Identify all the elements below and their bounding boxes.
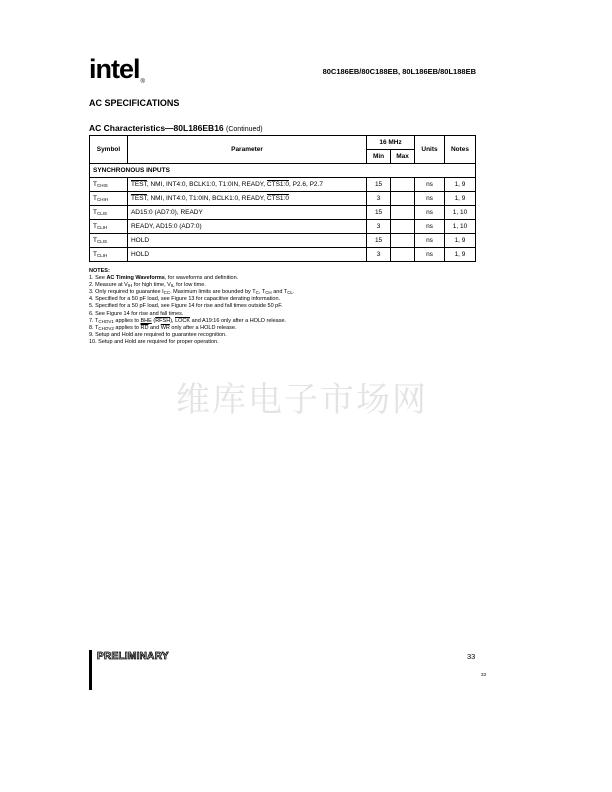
header-speed: 16 MHz (367, 136, 415, 150)
cell-units: ns (415, 248, 445, 262)
note-9: 9. Setup and Hold are required to guarantee recognition. (89, 331, 227, 338)
registered-mark: ® (140, 79, 144, 85)
header-max: Max (391, 150, 415, 164)
note-1: 1. See AC Timing Waveforms, for waveforms and definition. (89, 275, 239, 282)
group-synchronous-inputs: SYNCHRONOUS INPUTS (90, 164, 476, 178)
cell-symbol: $T_{CHIS}$ (90, 178, 128, 192)
note-10: 10. Setup and Hold are required for proper operation. (89, 338, 219, 345)
cell-max (391, 192, 415, 206)
cell-min: 3 (367, 248, 391, 262)
intel-logo (89, 54, 144, 85)
ac-characteristics-table (89, 135, 476, 262)
note-2: 2. Measure at $V_{IH}$ for high time, $V_{IL}$ for low time. (89, 282, 206, 289)
cell-max (391, 220, 415, 234)
note-5: 5. Specified for a 50 pF load, see Figure 14 for rise and fall times outside 50 pF. (89, 303, 283, 310)
note-4: 4. Specified for a 50 pF load, see Figure 13 for capacitive derating information. (89, 296, 281, 303)
cell-parameter: TEST, NMI, INT4:0, T1:0IN, BCLK1:0, READY, CTS1:0 (127, 192, 366, 206)
cell-notes: 1, 9 (444, 248, 475, 262)
cell-units: ns (415, 220, 445, 234)
header-notes: Notes (444, 136, 475, 164)
cell-symbol: $T_{CLIH}$ (90, 248, 128, 262)
section-title: AC SPECIFICATIONS (89, 98, 180, 108)
header-units: Units (415, 136, 445, 164)
notes-block (89, 268, 489, 346)
cell-parameter: TEST, NMI, INT4:0, BCLK1:0, T1:0IN, READY, CTS1:0, P2.6, P2.7 (127, 178, 366, 192)
cell-symbol: $T_{CLIS}$ (90, 206, 128, 220)
cell-units: ns (415, 178, 445, 192)
logo-text: intel (89, 54, 140, 84)
note-8: 8. $T_{CHOV2}$ applies to $\overline{RD}$ and $\overline{WR}$ only after a HOLD release. (89, 324, 237, 331)
preliminary-label: PRELIMINARY (97, 651, 169, 662)
cell-units: ns (415, 206, 445, 220)
cell-parameter: AD15:0 (AD7:0), READY (127, 206, 366, 220)
table-row (90, 192, 476, 206)
cell-notes: 1, 10 (444, 220, 475, 234)
cell-max (391, 234, 415, 248)
cell-min: 15 (367, 178, 391, 192)
page-number-small: 33 (481, 672, 487, 677)
cell-min: 3 (367, 220, 391, 234)
table-row (90, 248, 476, 262)
cell-units: ns (415, 234, 445, 248)
cell-parameter: READY, AD15:0 (AD7:0) (127, 220, 366, 234)
cell-max (391, 178, 415, 192)
header-symbol: Symbol (90, 136, 128, 164)
cell-notes: 1, 9 (444, 178, 475, 192)
table-title-continued: (Continued) (226, 126, 263, 133)
cell-parameter: HOLD (127, 248, 366, 262)
page-number: 33 (467, 652, 476, 661)
cell-min: 15 (367, 234, 391, 248)
cell-min: 15 (367, 206, 391, 220)
note-7: 7. $T_{CHOV1}$ applies to BHE (RFSH), LOCK and A19:16 only after a HOLD release. (89, 317, 287, 324)
table-body (90, 178, 476, 262)
cell-notes: 1, 10 (444, 206, 475, 220)
table-row (90, 206, 476, 220)
table-row (90, 220, 476, 234)
notes-heading: NOTES: (89, 268, 110, 274)
cell-symbol: $T_{CLIH}$ (90, 220, 128, 234)
note-6: 6. See Figure 14 for rise and fall times. (89, 310, 184, 317)
document-id: 80C186EB/80C188EB, 80L186EB/80L188EB (322, 67, 476, 76)
cell-symbol: $T_{CHIH}$ (90, 192, 128, 206)
table-row (90, 234, 476, 248)
watermark-text: 维库电子市场网 (176, 380, 428, 420)
table-row (90, 178, 476, 192)
cell-symbol: $T_{CLIS}$ (90, 234, 128, 248)
cell-parameter: HOLD (127, 234, 366, 248)
table-title (89, 123, 263, 133)
cell-min: 3 (367, 192, 391, 206)
cell-max (391, 206, 415, 220)
change-bar (89, 650, 92, 690)
cell-max (391, 248, 415, 262)
table-title-main: AC Characteristics—80L186EB16 (89, 123, 224, 133)
header-min: Min (367, 150, 391, 164)
cell-units: ns (415, 192, 445, 206)
header-parameter: Parameter (127, 136, 366, 164)
note-3: 3. Only required to guarantee $I_{CC}$. Maximum limits are bounded by $T_C$, $T_{CH}$ and $T_{CL}$. (89, 289, 295, 296)
cell-notes: 1, 9 (444, 192, 475, 206)
cell-notes: 1, 9 (444, 234, 475, 248)
